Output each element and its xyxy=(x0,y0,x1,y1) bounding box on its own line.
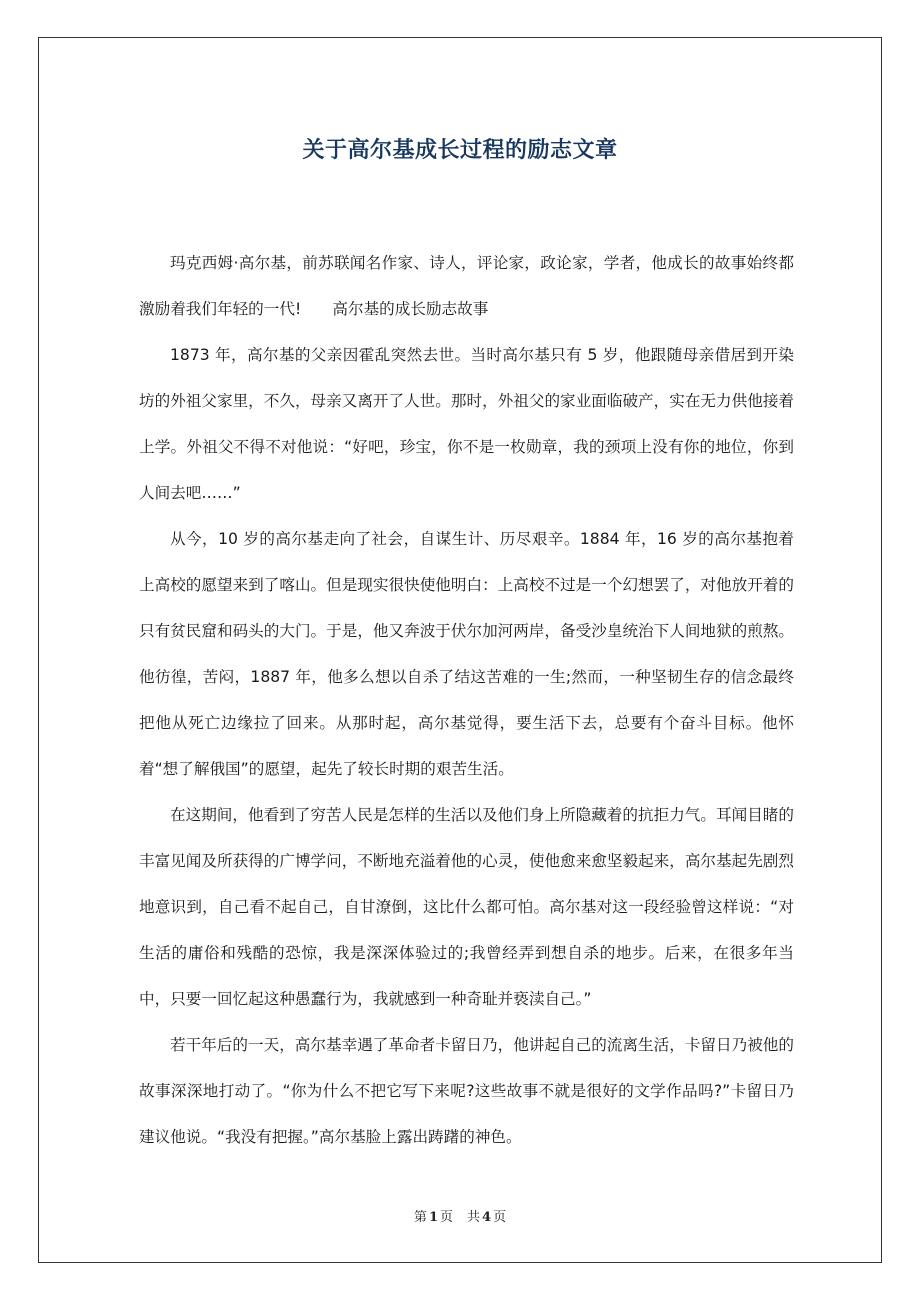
total-prefix: 共 xyxy=(467,1210,481,1225)
document-title: 关于高尔基成长过程的励志文章 xyxy=(302,137,618,163)
document-body xyxy=(139,240,794,1160)
page-footer xyxy=(0,1206,920,1225)
page-prefix: 第 xyxy=(413,1210,427,1225)
paragraph-1873: 1873 年，高尔基的父亲因霍乱突然去世。当时高尔基只有 5 岁，他跟随母亲借居到开染坊的外祖父家里，不久，母亲又离开了人世。那时，外祖父的家业面临破产，实在无力供他接着上学。外祖父不得不对他说：“好吧，珍宝，你不是一枚勋章，我的颈项上没有你的地位，你到人间去吧……” xyxy=(139,346,794,502)
page-suffix: 页 xyxy=(439,1210,453,1225)
paragraph-youth: 从今，10 岁的高尔基走向了社会，自谋生计、历尽艰辛。1884 年，16 岁的高尔基抱着上高校的愿望来到了喀山。但是现实很快使他明白：上高校不过是一个幻想罢了，对他放开着的只有贫民窟和码头的大门。于是，他又奔波于伏尔加河两岸，备受沙皇统治下人间地狱的煎熬。他彷徨，苦闷，1887 年，他多么想以自杀了结这苦难的一生;然而，一种坚韧生存的信念最终把他从死亡边缘拉了回来。从那时起，高尔基觉得，要生活下去，总要有个奋斗目标。他怀着“想了解俄国”的愿望，起先了较长时期的艰苦生活。 xyxy=(139,530,794,778)
paragraph-meeting: 若干年后的一天，高尔基幸遇了革命者卡留日乃，他讲起自己的流离生活，卡留日乃被他的故事深深地打动了。“你为什么不把它写下来呢?这些故事不就是很好的文学作品吗?”卡留日乃建议他说。“我没有把握。”高尔基脸上露出踌躇的神色。 xyxy=(139,1036,794,1146)
current-page-number: 1 xyxy=(428,1210,438,1225)
paragraph-experience: 在这期间，他看到了穷苦人民是怎样的生活以及他们身上所隐藏着的抗拒力气。耳闻目睹的丰富见闻及所获得的广博学问，不断地充溢着他的心灵，使他愈来愈坚毅起来，高尔基起先剧烈地意识到，自己看不起自己，自甘潦倒，这比什么都可怕。高尔基对这一段经验曾这样说：“对生活的庸俗和残酷的恐惊，我是深深体验过的;我曾经弄到想自杀的地步。后来，在很多年当中，只要一回忆起这种愚蠢行为，我就感到一种奇耻并亵渎自己。” xyxy=(139,806,794,1008)
total-suffix: 页 xyxy=(493,1210,507,1225)
paragraph-intro: 玛克西姆·高尔基，前苏联闻名作家、诗人，评论家，政论家，学者，他成长的故事始终都激励着我们年轻的一代! 高尔基的成长励志故事 xyxy=(139,254,794,318)
total-page-number: 4 xyxy=(482,1210,492,1225)
